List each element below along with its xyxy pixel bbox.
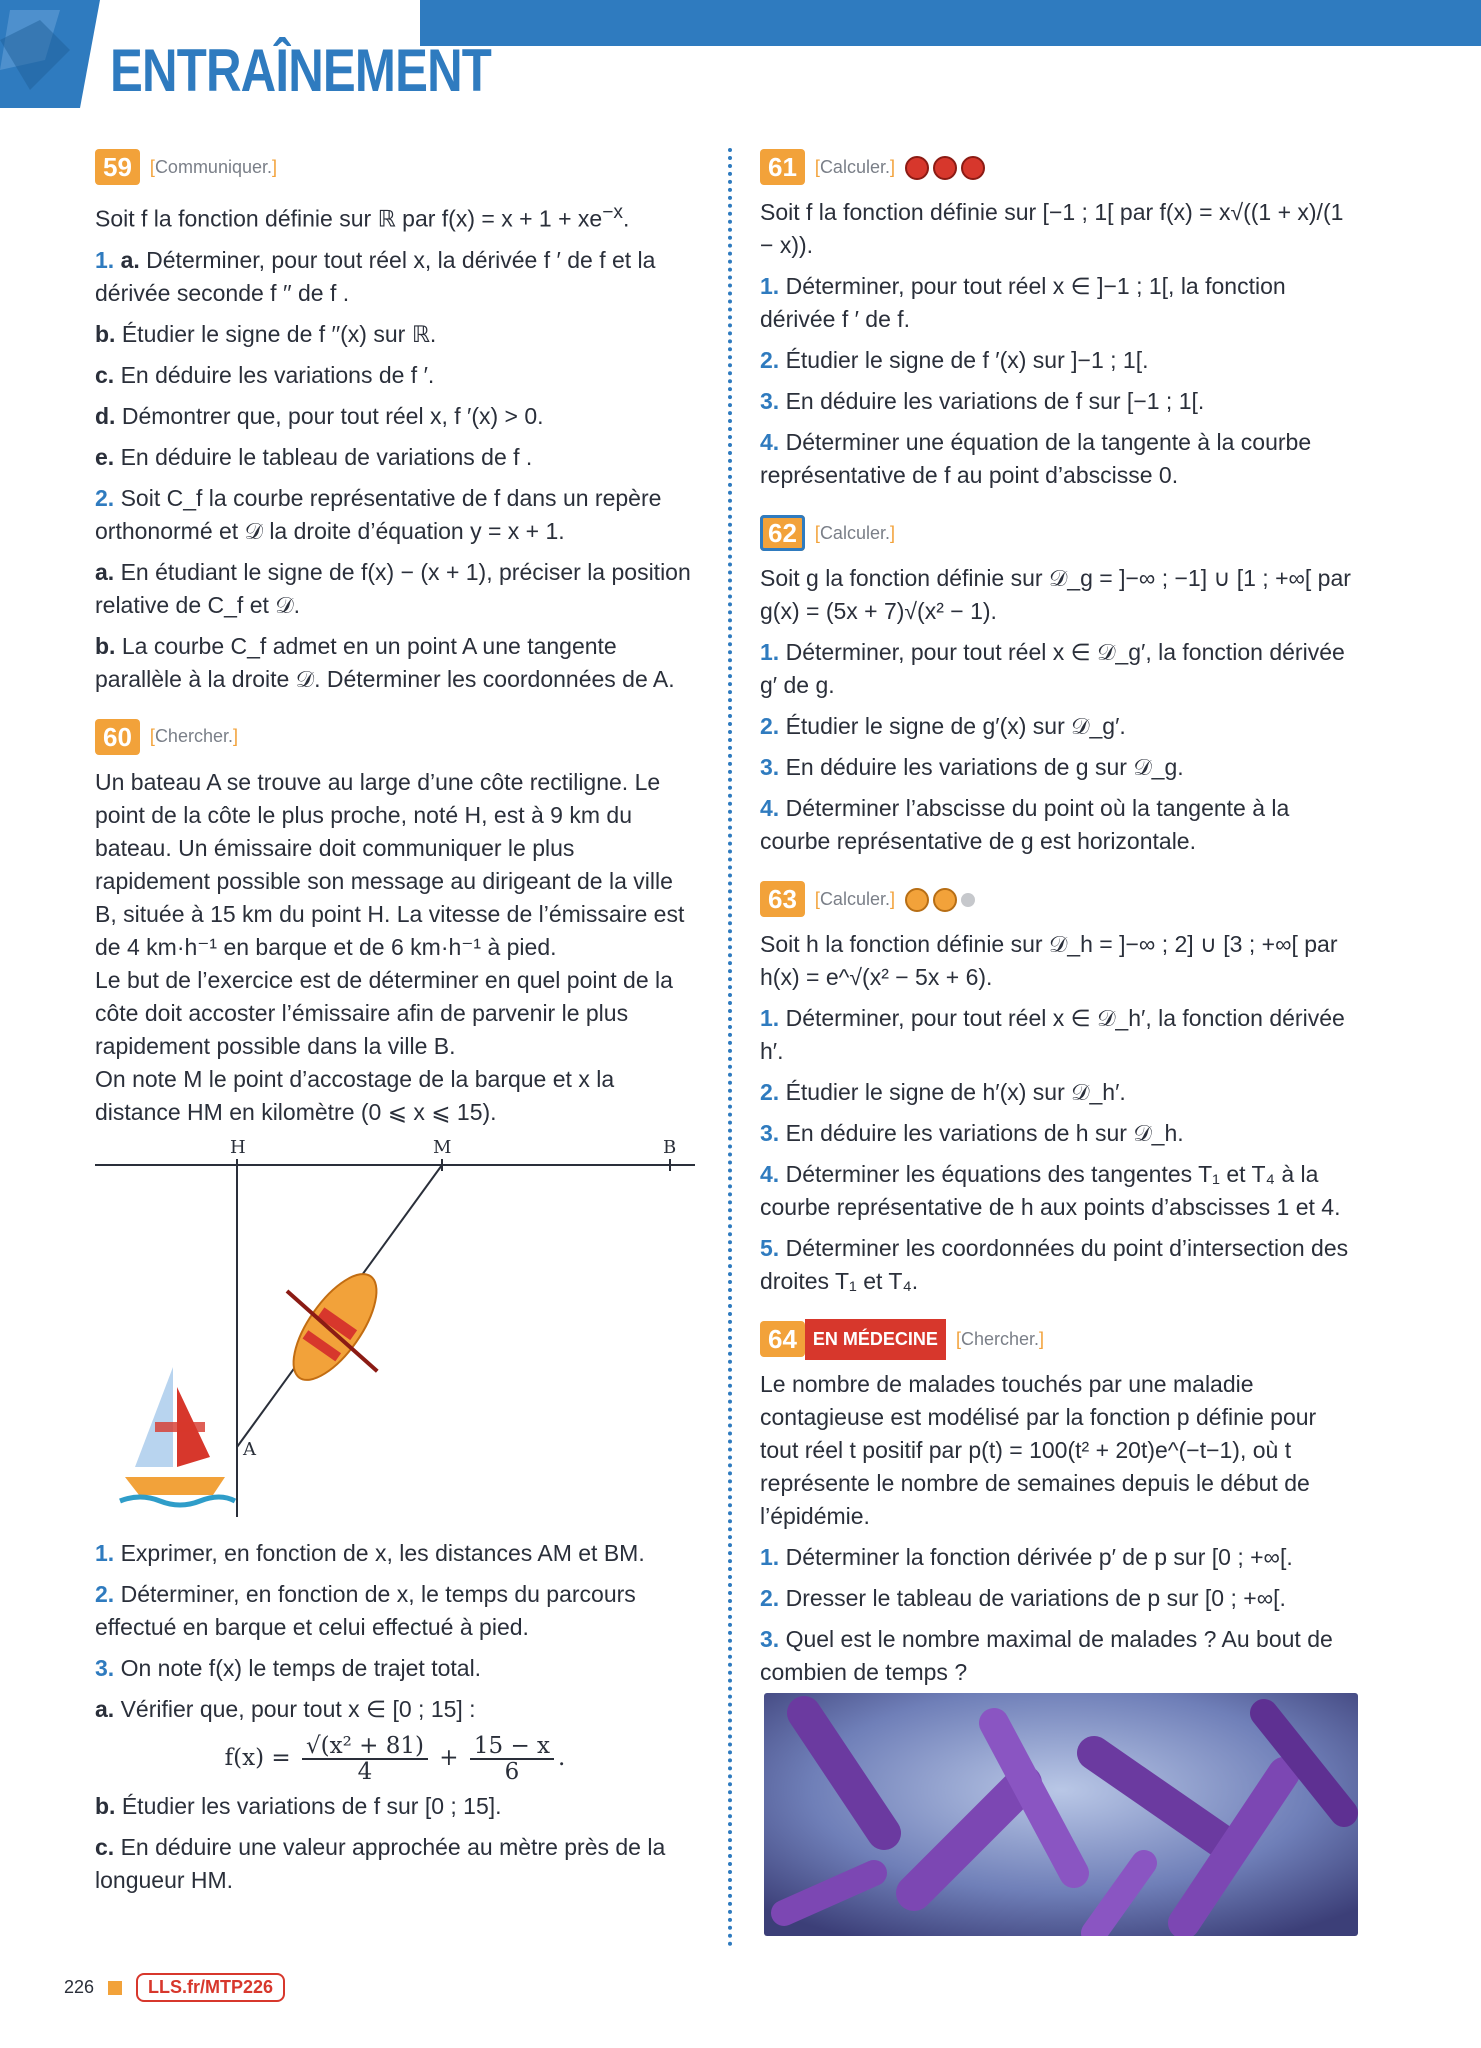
ex60-question-3c: c. En déduire une valeur approchée au mètre près de la longueur HM. [95, 1833, 666, 1893]
exercise-number: 60 [95, 719, 140, 755]
column-divider [728, 148, 732, 1948]
label-B: B [663, 1136, 677, 1158]
exercise-62-header [760, 514, 1360, 552]
exercise-63-header [760, 880, 1360, 918]
exercise-63-intro: Soit h la fonction définie sur 𝒟_h = ]−∞ ; 2] ∪ [3 ; +∞[ par h(x) = e^√(x² − 5x + 6). [760, 931, 1338, 990]
question-1d: d. Démontrer que, pour tout réel x, f ′(x) > 0. [95, 402, 544, 429]
label-M: M [433, 1136, 452, 1158]
ex63-question-3: 3. En déduire les variations de h sur 𝒟_h. [760, 1120, 1184, 1146]
ex63-question-5: 5. Déterminer les coordonnées du point d’intersection des droites T₁ et T₄. [760, 1235, 1349, 1294]
skill-label: [Calculer.] [814, 522, 895, 543]
question-1c: c. En déduire les variations de f ′. [95, 361, 435, 388]
skill-label: [Calculer.] [814, 156, 895, 177]
ex60-question-3a: a. Vérifier que, pour tout x ∈ [0 ; 15] : [95, 1695, 476, 1722]
exercise-62-intro: Soit g la fonction définie sur 𝒟_g = ]−∞ ; −1] ∪ [1 ; +∞[ par g(x) = (5x + 7)√(x² − 1). [760, 565, 1351, 624]
ex60-question-1: 1. Exprimer, en fonction de x, les distances AM et BM. [95, 1539, 645, 1566]
exercise-61-header [760, 148, 1360, 186]
page-title: ENTRAÎNEMENT [110, 37, 492, 104]
formula: f(x) = $\frac{\text{√(x² + 81)}}{4}$ + $\frac{15 - x}{6}$ . [224, 1732, 566, 1785]
label-A: A [243, 1438, 256, 1460]
exercise-number: 62 [760, 515, 805, 551]
exercise-number: 59 [95, 149, 140, 185]
skill-label: [Chercher.] [955, 1328, 1045, 1349]
ex60-question-3: 3. On note f(x) le temps de trajet total. [95, 1654, 482, 1681]
ex61-question-3: 3. En déduire les variations de f sur [−1 ; 1[. [760, 388, 1205, 414]
question-1a: 1. a. Déterminer, pour tout réel x, la dérivée f ′ de f et la dérivée seconde f ′′ de f . [95, 246, 656, 306]
exercise-number: 64 [760, 1321, 805, 1357]
ex63-question-4: 4. Déterminer les équations des tangentes T₁ et T₄ à la courbe représentative de h aux points d’abscisses 1 et 4. [760, 1161, 1341, 1220]
ex62-question-3: 3. En déduire les variations de g sur 𝒟_g. [760, 754, 1184, 780]
ex61-question-4: 4. Déterminer une équation de la tangente à la courbe représentative de f au point d’abscisse 0. [760, 429, 1312, 488]
question-2a: a. En étudiant le signe de f(x) − (x + 1), préciser la position relative de C_f et 𝒟. [95, 558, 691, 618]
difficulty-dots [905, 883, 979, 916]
footer-square-icon [108, 1981, 122, 1995]
question-1e: e. En déduire le tableau de variations de f . [95, 443, 533, 470]
label-H: H [230, 1136, 246, 1158]
rowboat-illustration [250, 1241, 419, 1411]
exercise-64-header [760, 1320, 1360, 1358]
ex61-question-1: 1. Déterminer, pour tout réel x ∈ ]−1 ; 1[, la fonction dérivée f ′ de f. [760, 273, 1286, 332]
question-2: 2. Soit C_f la courbe représentative de f dans un repère orthonormé et 𝒟 la droite d’équation y = x + 1. [95, 484, 662, 544]
ex61-question-2: 2. Étudier le signe de f ′(x) sur ]−1 ; 1[. [760, 347, 1149, 373]
skill-label: [Calculer.] [814, 888, 895, 909]
header-band [420, 0, 1481, 46]
ex62-question-4: 4. Déterminer l’abscisse du point où la tangente à la courbe représentative de g est horizontale. [760, 795, 1290, 854]
exercise-60-paragraph-2: Le but de l’exercice est de déterminer en quel point de la côte doit accoster l’émissaire afin de parvenir le plus rapidement possible dans la ville B. [95, 966, 673, 1059]
lls-link[interactable]: LLS.fr/MTP226 [136, 1973, 285, 2002]
ex60-question-3b: b. Étudier les variations de f sur [0 ; 15]. [95, 1792, 502, 1819]
skill-label: [Chercher.] [149, 726, 238, 747]
page-number: 226 [64, 1977, 95, 1997]
left-column [95, 148, 695, 1905]
exercise-64-intro: Le nombre de malades touchés par une maladie contagieuse est modélisé par la fonction p définie pour tout réel t positif par p(t) = 100(t² + 20t)e^(−t−1), où t représente le nombre de semaines depuis le début de l’épidémie. [760, 1371, 1317, 1529]
exercise-59-intro: Soit f la fonction définie sur ℝ par $f(x) = x + 1 + xe^{-x}$. [95, 202, 630, 232]
question-2b: b. La courbe C_f admet en un point A une tangente parallèle à la droite 𝒟. Déterminer les coordonnées de A. [95, 632, 675, 692]
ex64-question-2: 2. Dresser le tableau de variations de p sur [0 ; +∞[. [760, 1585, 1286, 1611]
right-column [760, 148, 1360, 1697]
bacteria-image [764, 1693, 1358, 1936]
sailboat-illustration [120, 1367, 235, 1505]
exercise-60-paragraph-3: On note M le point d’accostage de la barque et x la distance HM en kilomètre (0 ⩽ x ⩽ 15). [95, 1065, 615, 1125]
ex62-question-1: 1. Déterminer, pour tout réel x ∈ 𝒟_g′, la fonction dérivée g′ de g. [760, 639, 1345, 698]
exercise-61-intro: Soit f la fonction définie sur [−1 ; 1[ par f(x) = x√((1 + x)/(1 − x)). [760, 199, 1344, 258]
exercise-number: 63 [760, 881, 805, 917]
ex63-question-1: 1. Déterminer, pour tout réel x ∈ 𝒟_h′, la fonction dérivée h′. [760, 1005, 1345, 1064]
ex63-question-2: 2. Étudier le signe de h′(x) sur 𝒟_h′. [760, 1079, 1126, 1105]
exercise-number: 61 [760, 149, 805, 185]
difficulty-dots [905, 151, 989, 184]
exercise-59-header [95, 148, 695, 186]
exercise-60-paragraph-1: Un bateau A se trouve au large d’une côte rectiligne. Le point de la côte le plus proche, noté H, est à 9 km du bateau. Un émissaire doit communiquer le plus rapidement possible son message au dirigeant de la ville B, située à 15 km du point H. La vitesse de l’émissaire est de 4 km·h⁻¹ en barque et de 6 km·h⁻¹ à pied. [95, 768, 685, 960]
page-footer [64, 1973, 285, 2002]
ex64-question-3: 3. Quel est le nombre maximal de malades ? Au bout de combien de temps ? [760, 1626, 1333, 1685]
header-logo-shape [0, 0, 110, 108]
skill-label: [Communiquer.] [149, 156, 278, 177]
ex60-question-2: 2. Déterminer, en fonction de x, le temps du parcours effectué en barque et celui effectué à pied. [95, 1580, 636, 1640]
exercise-60-header [95, 718, 695, 756]
ex64-question-1: 1. Déterminer la fonction dérivée p′ de p sur [0 ; +∞[. [760, 1544, 1293, 1570]
ex62-question-2: 2. Étudier le signe de g′(x) sur 𝒟_g′. [760, 713, 1126, 739]
question-1b: b. Étudier le signe de f ′′(x) sur ℝ. [95, 320, 437, 347]
medicine-badge: EN MÉDECINE [805, 1319, 946, 1360]
boat-diagram [95, 1137, 695, 1537]
